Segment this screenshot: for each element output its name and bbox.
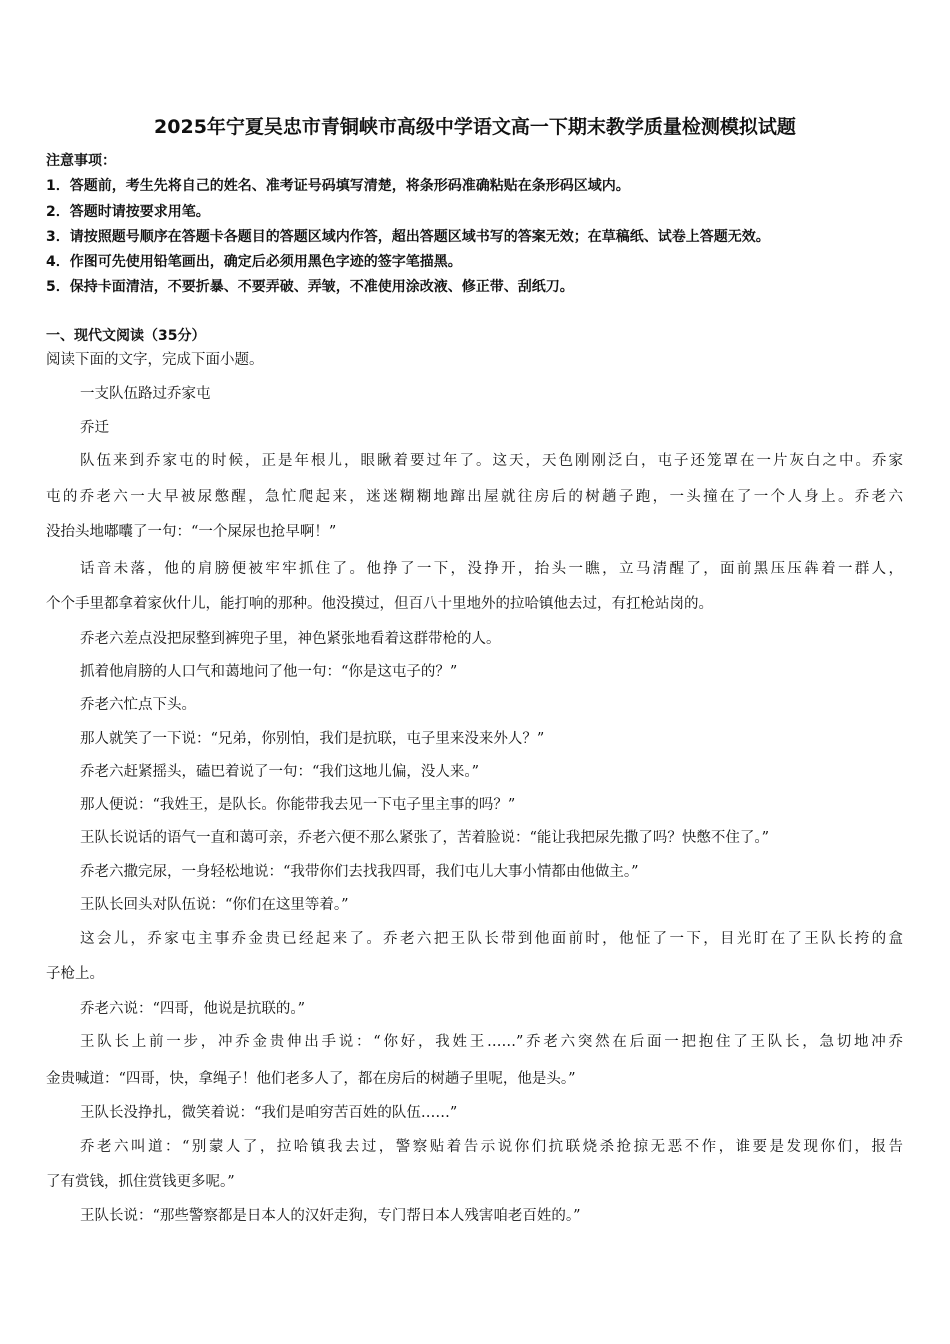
- notice-item: 3．请按照题号顺序在答题卡各题目的答题区域内作答，超出答题区域书写的答案无效；在草稿纸、试卷上答题无效。: [46, 229, 770, 245]
- notice-item: 4．作图可先使用铅笔画出，确定后必须用黑色字迹的签字笔描黑。: [46, 254, 462, 270]
- text-line: 王队长没挣扎，微笑着说：“我们是咱穷苦百姓的队伍……”: [80, 1105, 458, 1121]
- text-line: 子枪上。: [46, 966, 104, 982]
- notice-item: 1．答题前，考生先将自己的姓名、准考证号码填写清楚，将条形码准确粘贴在条形码区域内。: [46, 178, 630, 194]
- text-line: 屯的乔老六一大早被尿憋醒，急忙爬起来，迷迷糊糊地蹿出屋就往房后的树趟子跑，一头撞在了一个人身上。乔老六: [46, 489, 903, 505]
- text-line: 乔老六赶紧摇头，磕巴着说了一句：“我们这地儿偏，没人来。”: [80, 764, 480, 780]
- text-line: 那人便说：“我姓王，是队长。你能带我去见一下屯子里主事的吗？”: [80, 797, 516, 813]
- article-title: 一支队伍路过乔家屯: [80, 386, 211, 402]
- text-line: 王队长说话的语气一直和蔼可亲，乔老六便不那么紧张了，苦着脸说：“能让我把尿先撒了吗？快憋不住了。”: [80, 830, 770, 846]
- notice-item: 5．保持卡面清洁，不要折暴、不要弄破、弄皱，不准使用涂改液、修正带、刮纸刀。: [46, 279, 574, 295]
- text-line: 那人就笑了一下说：“兄弟，你别怕，我们是抗联，屯子里来没来外人？”: [80, 731, 545, 747]
- text-line: 这会儿，乔家屯主事乔金贵已经起来了。乔老六把王队长带到他面前时，他怔了一下，目光盯在了王队长挎的盒: [80, 931, 903, 947]
- text-line: 乔老六说：“四哥，他说是抗联的。”: [80, 1001, 306, 1017]
- text-line: 王队长说：“那些警察都是日本人的汉奸走狗，专门帮日本人残害咱老百姓的。”: [80, 1208, 581, 1224]
- text-line: 金贵喊道：“四哥，快，拿绳子！他们老多人了，都在房后的树趟子里呢，他是头。”: [46, 1071, 576, 1087]
- text-line: 队伍来到乔家屯的时候，正是年根儿，眼瞅着要过年了。这天，天色刚刚泛白，屯子还笼罩在一片灰白之中。乔家: [80, 453, 903, 469]
- text-line: 王队长上前一步，冲乔金贵伸出手说：“你好，我姓王……”乔老六突然在后面一把抱住了王队长，急切地冲乔: [80, 1034, 903, 1050]
- notice-heading: 注意事项：: [46, 153, 116, 169]
- text-line: 个个手里都拿着家伙什儿，能打响的那种。他没摸过，但百八十里地外的拉哈镇他去过，有扛枪站岗的。: [46, 596, 713, 612]
- text-line: 话音未落，他的肩膀便被牢牢抓住了。他挣了一下，没挣开，抬头一瞧，立马清醒了，面前黑压压犇着一群人，: [80, 561, 903, 577]
- exam-title: 2025年宁夏吴忠市青铜峡市高级中学语文高一下期末教学质量检测模拟试题: [154, 116, 796, 138]
- article-author: 乔迁: [80, 420, 109, 436]
- text-line: 了有赏钱，抓住赏钱更多呢。”: [46, 1174, 235, 1190]
- text-line: 王队长回头对队伍说：“你们在这里等着。”: [80, 897, 349, 913]
- notice-item: 2．答题时请按要求用笔。: [46, 204, 210, 220]
- section-heading: 一、现代文阅读（35分）: [46, 328, 206, 344]
- text-line: 乔老六差点没把尿整到裤兜子里，神色紧张地看着这群带枪的人。: [80, 631, 501, 647]
- text-line: 没抬头地嘟囔了一句：“一个屎尿也抢早啊！”: [46, 524, 337, 540]
- text-line: 乔老六叫道：“别蒙人了，拉哈镇我去过，警察贴着告示说你们抗联烧杀抢掠无恶不作，谁要是发现你们，报告: [80, 1139, 903, 1155]
- text-line: 乔老六忙点下头。: [80, 697, 196, 713]
- text-line: 乔老六撒完尿，一身轻松地说：“我带你们去找我四哥，我们屯儿大事小情都由他做主。”: [80, 864, 639, 880]
- section-instruction: 阅读下面的文字，完成下面小题。: [46, 352, 264, 368]
- text-line: 抓着他肩膀的人口气和蔼地问了他一句：“你是这屯子的？”: [80, 664, 458, 680]
